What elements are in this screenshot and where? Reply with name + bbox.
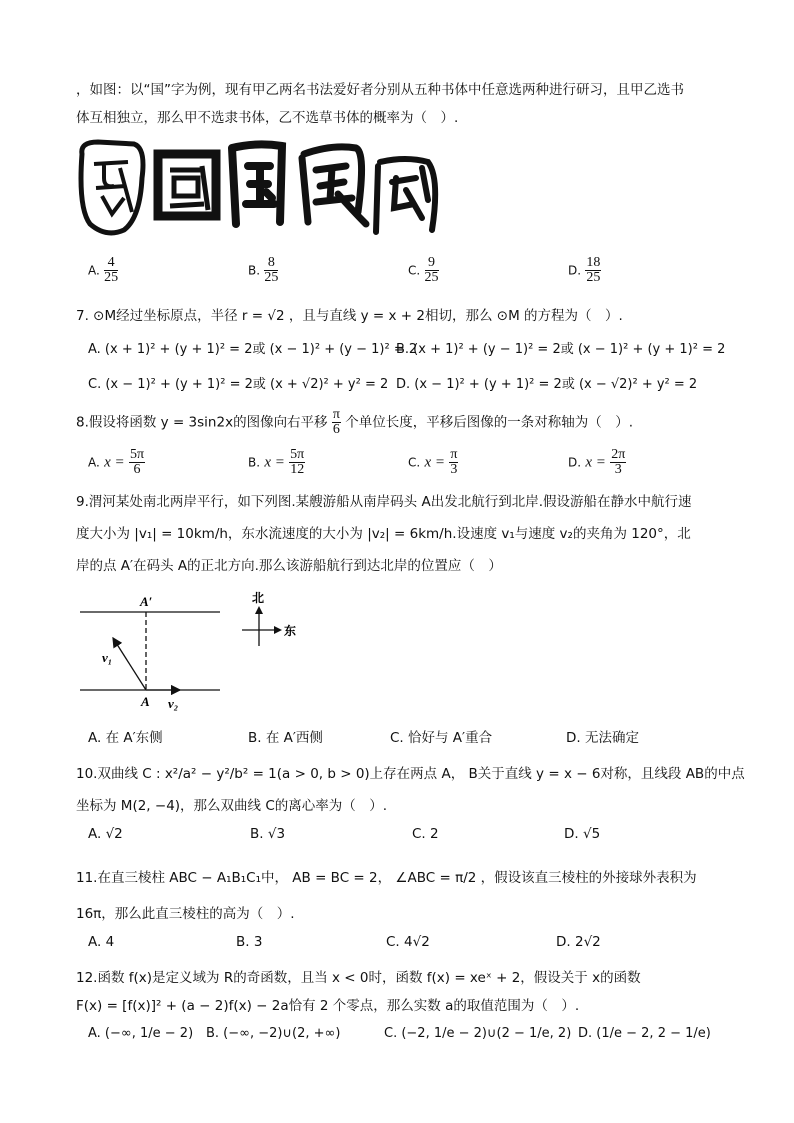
- q6-option-c-letter: C.: [408, 263, 421, 278]
- q8-stem: [76, 408, 633, 437]
- q10-option-c[interactable]: C. 2: [412, 826, 439, 842]
- q12-option-d[interactable]: D. (1/e − 2, 2 − 1/e): [578, 1026, 711, 1041]
- q8-option-a[interactable]: [88, 448, 145, 477]
- q11-option-d[interactable]: D. 2√2: [556, 934, 601, 950]
- q8-option-c-pre: x =: [424, 454, 446, 471]
- q9-line1: 9.渭河某处南北两岸平行，如下列图.某艘游船从南岸码头 A出发北航行到北岸.假设游船在静水中航行速: [76, 494, 692, 510]
- fig-label-east: 东: [284, 624, 297, 638]
- q12-line2: F(x) = [f(x)]² + (a − 2)f(x) − 2a恰有 2 个零点，那么实数 a的取值范围为（ ）.: [76, 998, 580, 1014]
- q10-option-b[interactable]: B. √3: [250, 826, 286, 842]
- q10-option-d[interactable]: D. √5: [564, 826, 601, 842]
- q8-option-b[interactable]: [248, 448, 305, 477]
- q8-option-a-num: 5π: [129, 447, 145, 462]
- q6-option-b-den: 25: [264, 270, 279, 285]
- q6-option-b-letter: B.: [248, 263, 261, 278]
- q6-option-c[interactable]: [408, 256, 439, 285]
- q8-option-a-den: 6: [133, 462, 141, 477]
- q6-option-d-letter: D.: [568, 263, 582, 278]
- q8-option-b-pre: x =: [264, 454, 285, 471]
- river-diagram: [76, 590, 316, 714]
- q8-option-c-letter: C.: [408, 455, 421, 470]
- q12-option-c[interactable]: C. (−2, 1/e − 2)∪(2 − 1/e, 2): [384, 1026, 572, 1041]
- q8-option-d-pre: x =: [585, 454, 606, 471]
- q6-option-a-letter: A.: [88, 263, 100, 278]
- q8-option-d[interactable]: [568, 448, 626, 477]
- q7-option-a[interactable]: A. (x + 1)² + (y + 1)² = 2或 (x − 1)² + (y − 1)² = 2: [88, 342, 418, 357]
- q12-option-b[interactable]: B. (−∞, −2)∪(2, +∞): [206, 1026, 341, 1041]
- calligraphy-image: [76, 138, 448, 240]
- q6-option-a[interactable]: [88, 256, 118, 285]
- q11-line2: 16π，那么此直三棱柱的高为（ ）.: [76, 906, 295, 922]
- q8-shift-den: 6: [332, 422, 340, 437]
- q9-option-c[interactable]: C. 恰好与 A′重合: [390, 730, 493, 746]
- fig-label-v1: v₁: [102, 650, 113, 665]
- q8-option-b-den: 12: [290, 462, 305, 477]
- q8-option-d-num: 2π: [611, 447, 626, 462]
- q10-line2: 坐标为 M(2, −4)，那么双曲线 C的离心率为（ ）.: [76, 798, 388, 814]
- q6-line1: ，如图：以“国”字为例，现有甲乙两名书法爱好者分别从五种书体中任意选两种进行研习，且甲乙选书: [76, 82, 684, 98]
- q11-option-c[interactable]: C. 4√2: [386, 934, 430, 950]
- q11-option-a[interactable]: A. 4: [88, 934, 115, 950]
- q8-option-c[interactable]: [408, 448, 458, 477]
- q6-line2: 体互相独立，那么甲不选隶书体，乙不选草书体的概率为（ ）.: [76, 110, 459, 126]
- q9-option-b[interactable]: B. 在 A′西侧: [248, 730, 323, 746]
- q12-line1: 12.函数 f(x)是定义域为 R的奇函数，且当 x < 0时，函数 f(x) = xeˣ + 2，假设关于 x的函数: [76, 970, 641, 986]
- q6-option-a-num: 4: [104, 256, 118, 271]
- q9-line3: 岸的点 A′在码头 A的正北方向.那么该游船航行到达北岸的位置应（ ）: [76, 558, 502, 574]
- q7-option-c[interactable]: C. (x − 1)² + (y + 1)² = 2或 (x + √2)² + y² = 2: [88, 377, 389, 392]
- fig-label-v2: v₂: [168, 696, 179, 711]
- q10-option-a[interactable]: A. √2: [88, 826, 123, 842]
- q9-option-a[interactable]: A. 在 A′东侧: [88, 730, 163, 746]
- q11-line1: 11.在直三棱柱 ABC − A₁B₁C₁中， AB = BC = 2， ∠ABC = π/2 ，假设该直三棱柱的外接球外表积为: [76, 870, 697, 886]
- q6-option-d-den: 25: [586, 270, 601, 285]
- fig-label-north: 北: [252, 591, 265, 605]
- q6-option-b[interactable]: [248, 256, 278, 285]
- q6-option-c-num: 9: [425, 256, 439, 271]
- q8-option-d-letter: D.: [568, 455, 582, 470]
- q12-option-a[interactable]: A. (−∞, 1/e − 2): [88, 1026, 194, 1041]
- q6-option-d[interactable]: [568, 256, 601, 285]
- q7-option-d[interactable]: D. (x − 1)² + (y + 1)² = 2或 (x − √2)² + y² = 2: [396, 377, 698, 392]
- q8-option-b-letter: B.: [248, 455, 261, 470]
- q9-line2: 度大小为 |v₁| = 10km/h，东水流速度的大小为 |v₂| = 6km/h.设速度 v₁与速度 v₂的夹角为 120°，北: [76, 526, 691, 542]
- q8-stem-a: 8.假设将函数 y = 3sin2x的图像向右平移: [76, 414, 328, 431]
- q8-option-c-num: π: [450, 447, 458, 462]
- q7-stem: 7. ⊙M经过坐标原点，半径 r = √2 ，且与直线 y = x + 2相切，那么 ⊙M 的方程为（ ）.: [76, 308, 623, 324]
- q8-shift-num: π: [332, 407, 340, 422]
- q8-option-a-pre: x =: [104, 454, 125, 471]
- q6-option-a-den: 25: [104, 270, 119, 285]
- q8-option-d-den: 3: [614, 462, 622, 477]
- q6-option-c-den: 25: [424, 270, 439, 285]
- fig-label-a: A: [141, 694, 150, 709]
- fig-label-a-prime: A′: [140, 594, 153, 609]
- q9-option-d[interactable]: D. 无法确定: [566, 730, 639, 746]
- q8-option-c-den: 3: [450, 462, 458, 477]
- q6-option-b-num: 8: [264, 256, 278, 271]
- q8-option-b-num: 5π: [290, 447, 305, 462]
- q8-stem-b: 个单位长度，平移后图像的一条对称轴为（ ）.: [345, 414, 634, 431]
- q10-line1: 10.双曲线 C : x²/a² − y²/b² = 1(a > 0, b > 0)上存在两点 A， B关于直线 y = x − 6对称，且线段 AB的中点: [76, 766, 745, 782]
- q7-option-b[interactable]: B. (x + 1)² + (y − 1)² = 2或 (x − 1)² + (y + 1)² = 2: [396, 342, 726, 357]
- q8-option-a-letter: A.: [88, 455, 100, 470]
- q6-option-d-num: 18: [586, 255, 601, 270]
- q11-option-b[interactable]: B. 3: [236, 934, 263, 950]
